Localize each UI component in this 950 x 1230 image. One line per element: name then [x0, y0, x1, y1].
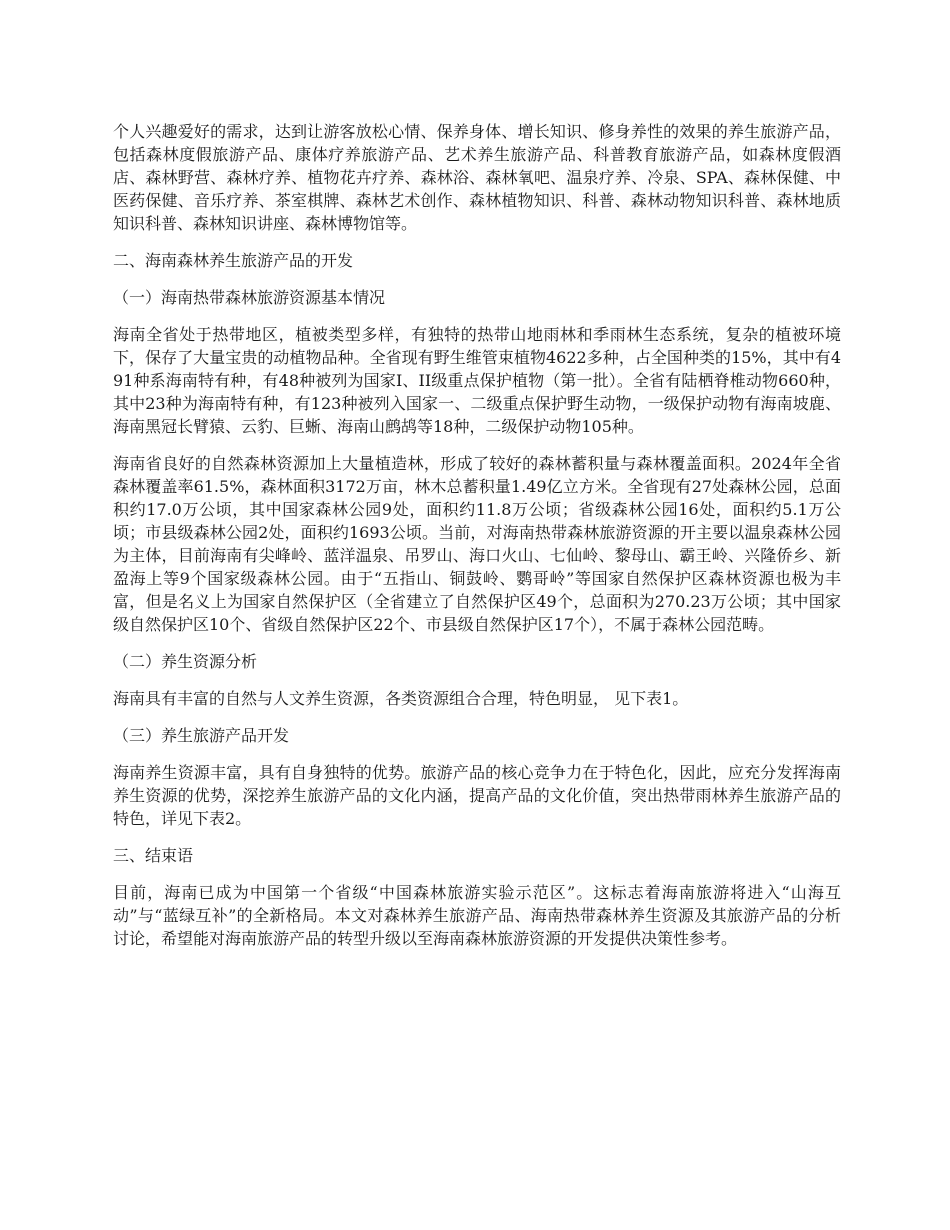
- section-heading-development: 二、海南森林养生旅游产品的开发: [113, 251, 354, 270]
- document-body: [113, 120, 841, 964]
- subsection-heading-health-resources: （二）养生资源分析: [113, 652, 258, 671]
- paragraph-products-intro: 个人兴趣爱好的需求，达到让游客放松心情、保养身体、增长知识、修身养性的效果的养生旅游产品，包括森林度假旅游产品、康体疗养旅游产品、艺术养生旅游产品、科普教育旅游产品，如森林度假酒店、森林野营、森林疗养、植物花卉疗养、森林浴、森林氧吧、温泉疗养、冷泉、SPA、森林保健、中医药保健、音乐疗养、茶室棋牌、森林艺术创作、森林植物知识、科普、森林动物知识科普、森林地质知识科普、森林知识讲座、森林博物馆等。: [113, 122, 841, 233]
- paragraph-product-development: 海南养生资源丰富，具有自身独特的优势。旅游产品的核心竞争力在于特色化，因此，应充分发挥海南养生资源的优势，深挖养生旅游产品的文化内涵，提高产品的文化价值，突出热带雨林养生旅游产品的特色，详见下表2。: [113, 763, 841, 828]
- section-heading-conclusion: 三、结束语: [113, 846, 194, 865]
- paragraph-health-resources: 海南具有丰富的自然与人文养生资源，各类资源组合合理，特色明显， 见下表1。: [113, 689, 689, 708]
- paragraph-forest-coverage: 海南省良好的自然森林资源加上大量植造林，形成了较好的森林蓄积量与森林覆盖面积。2024年全省森林覆盖率61.5%，森林面积3172万亩，林木总蓄积量1.49亿立方米。全省现有27处森林公园，总面积约17.0万公顷，其中国家森林公园9处，面积约11.8万公顷；省级森林公园16处，面积约5.1万公顷；市县级森林公园2处，面积约1693公顷。当前，对海南热带森林旅游资源的开主要以温泉森林公园为主体，目前海南有尖峰岭、蓝洋温泉、吊罗山、海口火山、七仙岭、黎母山、霸王岭、兴隆侨乡、新盈海上等9个国家级森林公园。由于“五指山、铜鼓岭、鹦哥岭”等国家自然保护区森林资源也极为丰富，但是名义上为国家自然保护区（全省建立了自然保护区49个，总面积为270.23万公顷；其中国家级自然保护区10个、省级自然保护区22个、市县级自然保护区17个），不属于森林公园范畴。: [113, 454, 841, 634]
- subsection-heading-forest-resources: （一）海南热带森林旅游资源基本情况: [113, 288, 386, 307]
- subsection-heading-product-development: （三）养生旅游产品开发: [113, 726, 290, 745]
- paragraph-conclusion: 目前，海南已成为中国第一个省级“中国森林旅游实验示范区”。这标志着海南旅游将进入“山海互动”与“蓝绿互补”的全新格局。本文对森林养生旅游产品、海南热带森林养生资源及其旅游产品的分析讨论，希望能对海南旅游产品的转型升级以至海南森林旅游资源的开发提供决策性参考。: [113, 883, 841, 948]
- paragraph-biodiversity: 海南全省处于热带地区，植被类型多样，有独特的热带山地雨林和季雨林生态系统，复杂的植被环境下，保存了大量宝贵的动植物品种。全省现有野生维管束植物4622多种，占全国种类的15%，其中有491种系海南特有种，有48种被列为国家I、II级重点保护植物（第一批）。全省有陆栖脊椎动物660种，其中23种为海南特有种，有123种被列入国家一、二级重点保护野生动物，一级保护动物有海南坡鹿、海南黑冠长臂猿、云豹、巨蜥、海南山鹧鸪等18种，二级保护动物105种。: [113, 325, 841, 436]
